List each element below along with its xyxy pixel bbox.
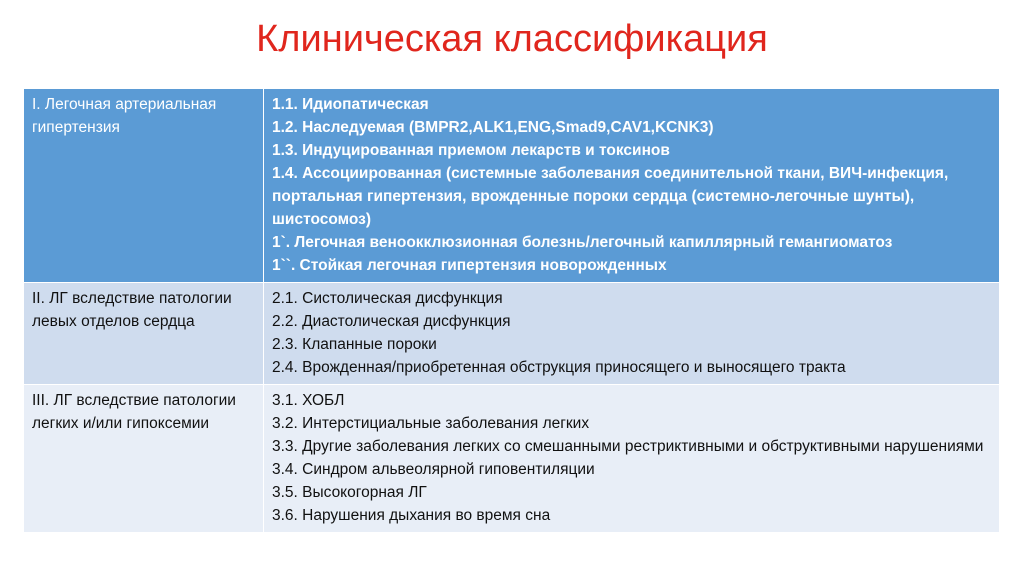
category-cell — [24, 385, 264, 533]
table-row — [24, 385, 1000, 533]
list-item: 2.1. Систолическая дисфункция — [272, 290, 503, 307]
category-label: III. ЛГ вследствие патологии легких и/или гипоксемии — [32, 392, 236, 432]
list-item: 3.2. Интерстициальные заболевания легких — [272, 415, 590, 432]
category-cell — [24, 283, 264, 385]
list-item: 1.3. Индуцированная приемом лекарств и токсинов — [272, 142, 670, 159]
table-row — [24, 89, 1000, 283]
list-item: 1``. Стойкая легочная гипертензия новорожденных — [272, 257, 667, 274]
list-item: 3.3. Другие заболевания легких со смешанными рестриктивными и обструктивными нарушениями — [272, 438, 984, 455]
table-row — [24, 283, 1000, 385]
list-item: 1.4. Ассоциированная (системные заболевания соединительной ткани, ВИЧ-инфекция, портальная гипертензия, врожденные пороки сердца (системно-легочные шунты), шистосомоз) — [272, 165, 949, 228]
category-cell — [24, 89, 264, 283]
list-item: 3.5. Высокогорная ЛГ — [272, 484, 427, 501]
list-item: 2.4. Врожденная/приобретенная обструкция приносящего и выносящего тракта — [272, 359, 846, 376]
list-item: 2.2. Диастолическая дисфункция — [272, 313, 511, 330]
list-item: 1.2. Наследуемая (BMPR2,ALK1,ENG,Smad9,CAV1,KCNK3) — [272, 119, 714, 136]
list-item: 3.6. Нарушения дыхания во время сна — [272, 507, 551, 524]
items-cell — [264, 89, 1000, 283]
category-label: II. ЛГ вследствие патологии левых отделов сердца — [32, 290, 232, 330]
list-item: 1`. Легочная веноокклюзионная болезнь/легочный капиллярный гемангиоматоз — [272, 234, 893, 251]
list-item: 3.4. Синдром альвеолярной гиповентиляции — [272, 461, 595, 478]
category-label: I. Легочная артериальная гипертензия — [32, 96, 217, 136]
list-item: 3.1. ХОБЛ — [272, 392, 345, 409]
items-cell — [264, 283, 1000, 385]
page-title: Клиническая классификация — [256, 18, 768, 60]
items-cell — [264, 385, 1000, 533]
classification-table — [23, 88, 1000, 533]
list-item: 2.3. Клапанные пороки — [272, 336, 437, 353]
list-item: 1.1. Идиопатическая — [272, 96, 429, 113]
